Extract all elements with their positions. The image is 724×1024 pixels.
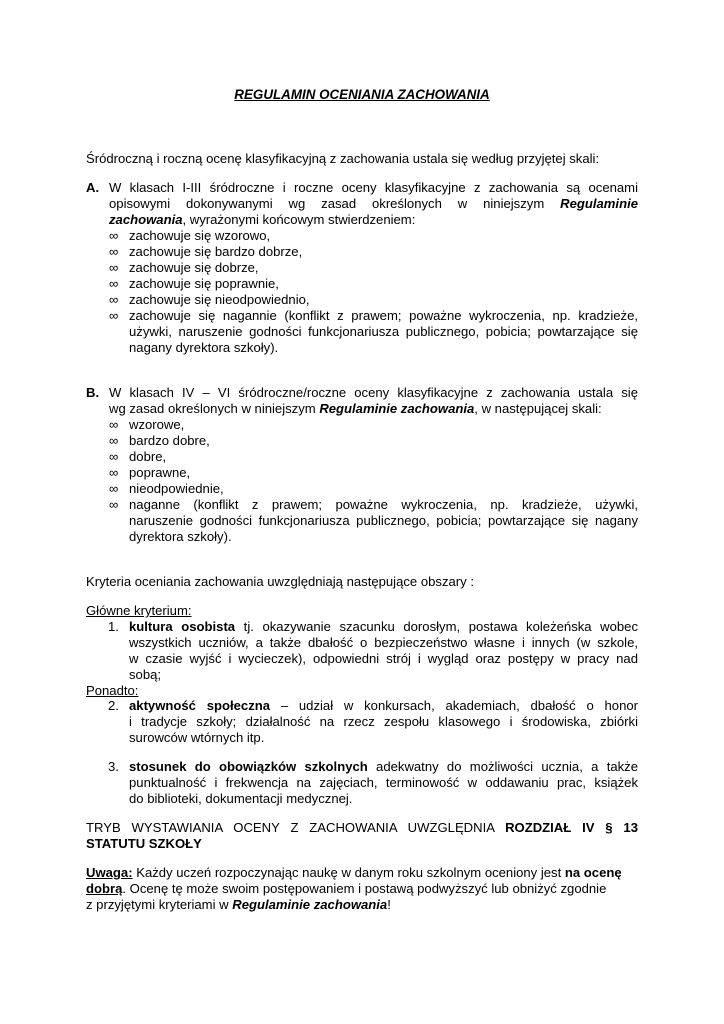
uwaga-grade-value: dobrą: [86, 881, 123, 896]
criterion-1-text: tj. okazywanie szacunku dorosłym, postawa koleżeńska wobec: [235, 619, 638, 634]
section-b-item: poprawne,: [129, 465, 191, 480]
intro-text: Śródroczną i roczną ocenę klasyfikacyjną z zachowania ustala się według przyjętej skali:: [86, 151, 600, 166]
section-a-zachowania-ref: zachowania: [109, 212, 183, 227]
criterion-2-line3: surowców wtórnych itp.: [129, 730, 265, 745]
section-b-item6-line3: dyrektora szkoły).: [129, 529, 232, 544]
criterion-2-number: 2.: [108, 698, 119, 713]
criterion-1-line1: [129, 619, 638, 635]
section-b-regulamin-ref: Regulaminie zachowania: [319, 401, 475, 416]
tryb-line1: [86, 820, 638, 836]
bullet-icon: ∞: [109, 260, 119, 275]
bullet-icon: ∞: [109, 449, 119, 464]
uwaga-line3-post: !: [387, 897, 391, 912]
tryb-text: TRYB WYSTAWIANIA OCENY Z ZACHOWANIA UWZGLĘDNIA: [86, 820, 506, 835]
section-a-letter: A.: [86, 180, 100, 195]
section-a-item: zachowuje się bardzo dobrze,: [129, 244, 303, 259]
uwaga-line3: [86, 897, 391, 913]
tryb-line2: STATUTU SZKOŁY: [86, 836, 202, 851]
section-b-item: nieodpowiednie,: [129, 481, 224, 496]
section-b-line2-text: wg zasad określonych w niniejszym: [109, 401, 320, 416]
main-criterion-label: Główne kryterium:: [86, 603, 192, 618]
criterion-2-title: aktywność społeczna: [129, 698, 271, 713]
section-b-item: dobre,: [129, 449, 167, 464]
uwaga-line2-text: . Ocenę tę może swoim postępowaniem i postawą podwyższyć lub obniżyć zgodnie: [122, 881, 607, 896]
tryb-chapter-ref: ROZDZIAŁ IV § 13: [505, 820, 638, 835]
section-a-item: zachowuje się nagannie (konflikt z prawem; poważne wykroczenia, np. kradzieże,: [129, 308, 638, 323]
section-a-item6-line3: nagany dyrektora szkoły).: [129, 340, 279, 355]
section-b-item: naganne (konflikt z prawem; poważne wykroczenia, np. kradzieże, używki,: [129, 497, 638, 512]
criterion-3-line2: punktualność i frekwencja na zajęciach, terminowość w oddawaniu prac, książek: [129, 775, 638, 790]
criterion-3-number: 3.: [108, 759, 119, 774]
section-b-letter: B.: [86, 385, 100, 400]
uwaga-line2: [86, 881, 606, 897]
section-b-item6-line2: naruszenie godności funkcjonariusza publicznego, pobicia; powtarzające się nagany: [129, 513, 638, 528]
additionally-label: Ponadto:: [86, 683, 139, 698]
criterion-3-title: stosunek do obowiązków szkolnych: [129, 759, 368, 774]
section-a-line2-text: opisowymi dokonywanymi wg zasad określonych w niniejszym: [109, 196, 561, 211]
bullet-icon: ∞: [109, 276, 119, 291]
criteria-intro: Kryteria oceniania zachowania uwzględniają następujące obszary :: [86, 574, 474, 589]
section-a-regulamin-ref: Regulaminie: [560, 196, 638, 211]
criterion-2-line2: i tradycje szkoły; działalność na rzecz zespołu klasowego i środowiska, zbiórki: [129, 714, 638, 729]
bullet-icon: ∞: [109, 481, 119, 496]
section-b-line2-post: , w następującej skali:: [474, 401, 602, 416]
criterion-2-line1: [129, 698, 638, 714]
section-b-line1: W klasach IV – VI śródroczne/roczne oceny klasyfikacyjne z zachowania ustala się: [109, 385, 638, 400]
section-a-item: zachowuje się poprawnie,: [129, 276, 279, 291]
criterion-1-line4: sobą;: [129, 667, 162, 682]
criterion-1-number: 1.: [108, 619, 119, 634]
criterion-3-line3: do biblioteki, dokumentacji medycznej.: [129, 791, 353, 806]
section-b-item: wzorowe,: [129, 417, 185, 432]
bullet-icon: ∞: [109, 497, 119, 512]
uwaga-regulamin-ref: Regulaminie zachowania: [232, 897, 388, 912]
uwaga-line1: [86, 865, 622, 881]
bullet-icon: ∞: [109, 244, 119, 259]
uwaga-grade-ref: na ocenę: [564, 865, 622, 880]
section-a-item: zachowuje się nieodpowiednio,: [129, 292, 310, 307]
bullet-icon: ∞: [109, 228, 119, 243]
uwaga-line3-text: z przyjętymi kryteriami w: [86, 897, 233, 912]
section-a-line2: [109, 196, 638, 212]
section-a-line1: W klasach I-III śródroczne i roczne oceny klasyfikacyjne z zachowania są ocenami: [109, 180, 638, 195]
bullet-icon: ∞: [109, 417, 119, 432]
criterion-3-line1: [129, 759, 638, 775]
criterion-1-line3: w czasie wyjść i wycieczek), odpowiedni strój i wygląd oraz postępy w pracy nad: [129, 651, 638, 666]
section-b-item: bardzo dobre,: [129, 433, 210, 448]
section-a-line3-text: , wyrażonymi końcowym stwierdzeniem:: [182, 212, 416, 227]
section-b-line2: [109, 401, 602, 417]
bullet-icon: ∞: [109, 465, 119, 480]
uwaga-label: Uwaga:: [86, 865, 133, 880]
criterion-1-line2: wszystkich uczniów, a także dbałość o bezpieczeństwo własne i innych (w szkole,: [129, 635, 638, 650]
section-a-item6-line2: używki, naruszenie godności funkcjonariusza publicznego, pobicia; powtarzające się: [129, 324, 638, 339]
bullet-icon: ∞: [109, 433, 119, 448]
document-title: REGULAMIN OCENIANIA ZACHOWANIA: [234, 87, 490, 102]
section-a-line3: [109, 212, 415, 228]
uwaga-text: Każdy uczeń rozpoczynając naukę w danym roku szkolnym oceniony jest: [132, 865, 565, 880]
criterion-1-title: kultura osobista: [129, 619, 236, 634]
criterion-3-text: adekwatny do możliwości ucznia, a także: [367, 759, 639, 774]
section-a-item: zachowuje się wzorowo,: [129, 228, 271, 243]
bullet-icon: ∞: [109, 292, 119, 307]
bullet-icon: ∞: [109, 308, 119, 323]
section-a-item: zachowuje się dobrze,: [129, 260, 259, 275]
criterion-2-text: – udział w konkursach, akademiach, dbałość o honor: [270, 698, 638, 713]
